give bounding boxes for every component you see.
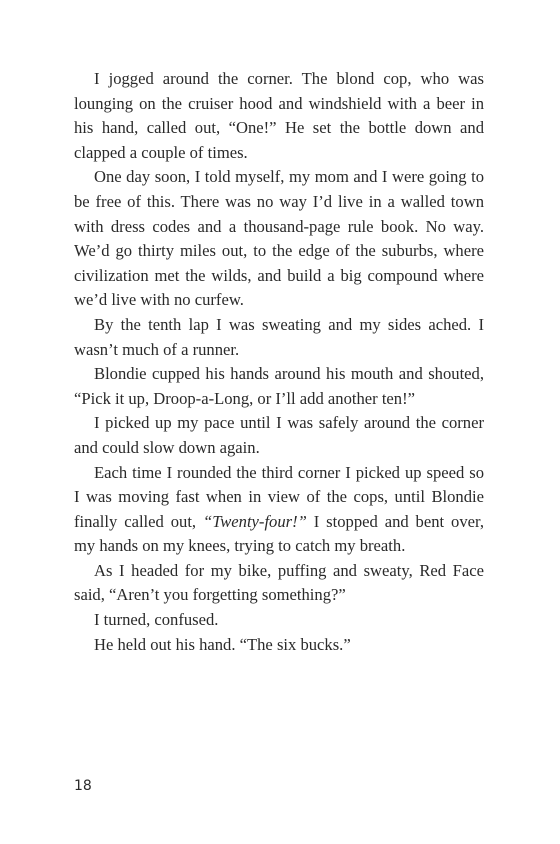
paragraph: I turned, confused.: [94, 610, 219, 630]
emphasized-dialogue: “Twenty-four!”: [202, 511, 307, 531]
paragraph: As I headed for my bike, puffing and sweaty, Red Face said, “Aren’t you forgetting something?”: [74, 560, 484, 605]
paragraph-text: I stopped and bent over, my hands on my knees, trying to catch my breath.: [74, 511, 484, 556]
paragraph-text: Each time I rounded the third corner I picked up speed so I was moving fast when in view of the cops, until Blondie finally called out,: [74, 462, 484, 531]
paragraph: One day soon, I told myself, my mom and I were going to be free of this. There was no way I’d live in a walled town with dress codes and a thousand-page rule book. No way. We’d go thirty miles out, to the edge of the suburbs, where civilization met the wilds, and build a big compound where we’d live with no curfew.: [74, 167, 484, 310]
paragraph: Blondie cupped his hands around his mouth and shouted, “Pick it up, Droop-a-Long, or I’ll add another ten!”: [74, 364, 484, 408]
paragraph: I jogged around the corner. The blond cop, who was lounging on the cruiser hood and windshield with a beer in his hand, called out, “One!” He set the bottle down and clapped a couple of times.: [74, 69, 484, 162]
paragraph: He held out his hand. “The six bucks.”: [94, 634, 351, 654]
paragraph: I picked up my pace until I was safely around the corner and could slow down again.: [74, 413, 484, 457]
paragraph: [74, 461, 484, 559]
page-number: 18: [74, 778, 92, 794]
body-text: [74, 67, 484, 657]
paragraph: By the tenth lap I was sweating and my sides ached. I wasn’t much of a runner.: [74, 314, 484, 359]
